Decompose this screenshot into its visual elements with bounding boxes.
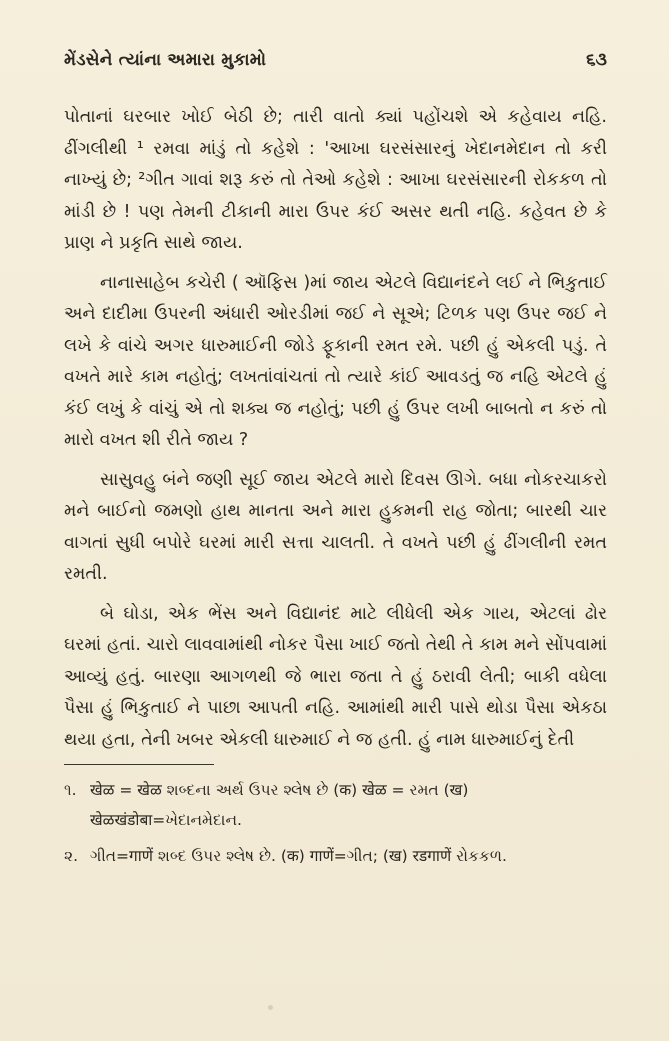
footnote-text: खेळ = खेळ શબ્દના અર્થ ઉપર શ્લેષ છે (क) खेळ = રમત (ख) खेळखंडोबा=ખેદાનમેદાન. [90,781,469,829]
paper-speck [268,1005,273,1010]
footnotes [64,775,607,871]
page-number: ૬૩ [586,50,607,70]
page-header [64,50,607,82]
footnote-2 [64,841,607,871]
paragraph-4: બે ઘોડા, એક ભેંસ અને વિદ્યાનંદ માટે લીધેલી એક ગાય, એટલાં ઢોર ઘરમાં હતાં. ચારો લાવવામાંથી નોકર પૈસા ખાઈ જતો તેથી તે કામ મને સોંપવામાં આવ્યું હતું. બારણા આગળથી જે ભારા જતા તે હું ઠરાવી લેતી; બાકી વધેલા પૈસા હું ભિકુતાઈ ને પાછા આપતી નહિ. આમાંથી મારી પાસે થોડા પૈસા એકઠા થયા હતા, તેની ખબર એકલી ધારુમાઈ ને જ હતી. હું નામ ધારુમાઈનું દેતી [64,603,607,750]
footnote-marker: ૧. [64,781,77,799]
footnote-1 [64,775,607,835]
paragraph-1: પોતાનાં ઘરબાર ખોઈ બેઠી છે; તારી વાતો ક્યાં પહોંચશે એ કહેવાય નહિ. ઢીંગલીથી ¹ રમવા માંડું તો કહેશે : 'આખા ઘરસંસારનું ખેદાનમેદાન તો કરી નાખ્યું છે; ²ગીત ગાવાં શરૂ કરું તો તેઓ કહેશે : આખા ઘરસંસારની રોકકળ તો માંડી છે ! પણ તેમની ટીકાની મારા ઉપર કંઈ અસર થતી નહિ. કહેવત છે કે પ્રાણ ને પ્રકૃતિ સાથે જાય. [64,107,607,253]
body-text [64,102,607,756]
footnote-text: ગીત=गाणें શબ્દ ઉપર શ્લેષ છે. (क) गाणें=ગીત; (ख) रडगाणें રોકકળ. [90,847,507,865]
paragraph-2: નાનાસાહેબ કચેરી ( ઑફિસ )માં જાય એટલે વિદ્યાનંદને લઈ ને ભિકુતાઈ અને દાદીમા ઉપરની અંધારી ઓરડીમાં જઈ ને સૂએ; ટિળક પણ ઉપર જઈ ને લખે કે વાંચે અગર ધારુમાઈની જોડે ફૂકાની રમત રમે. પછી હું એકલી પડું. તે વખતે મારે કામ નહોતું; લખતાંવાંચતાં તો ત્યારે કાંઈ આવડતું જ નહિ એટલે હું કંઈ લખું કે વાંચું એ તો શક્ય જ નહોતું; પછી હું ઉપર લખી બાબતો ન કરું તો મારો વખત શી રીતે જાય ? [64,272,607,450]
footnote-marker: ૨. [64,847,79,865]
running-title: મેંડસેને ત્યાંના અમારા મુકામો [64,50,267,70]
paragraph-3: સાસુવહુ બંને જણી સૂઈ જાય એટલે મારો દિવસ ઊગે. બધા નોકરચાકરો મને બાઈનો જમણો હાથ માનતા અને મારા હુકમની રાહ જોતા; બારથી ચાર વાગતાં સુધી બપોરે ઘરમાં મારી સત્તા ચાલતી. તે વખતે પછી હું ઢીંગલીની રમત રમતી. [64,469,607,584]
footnote-divider [64,764,214,765]
